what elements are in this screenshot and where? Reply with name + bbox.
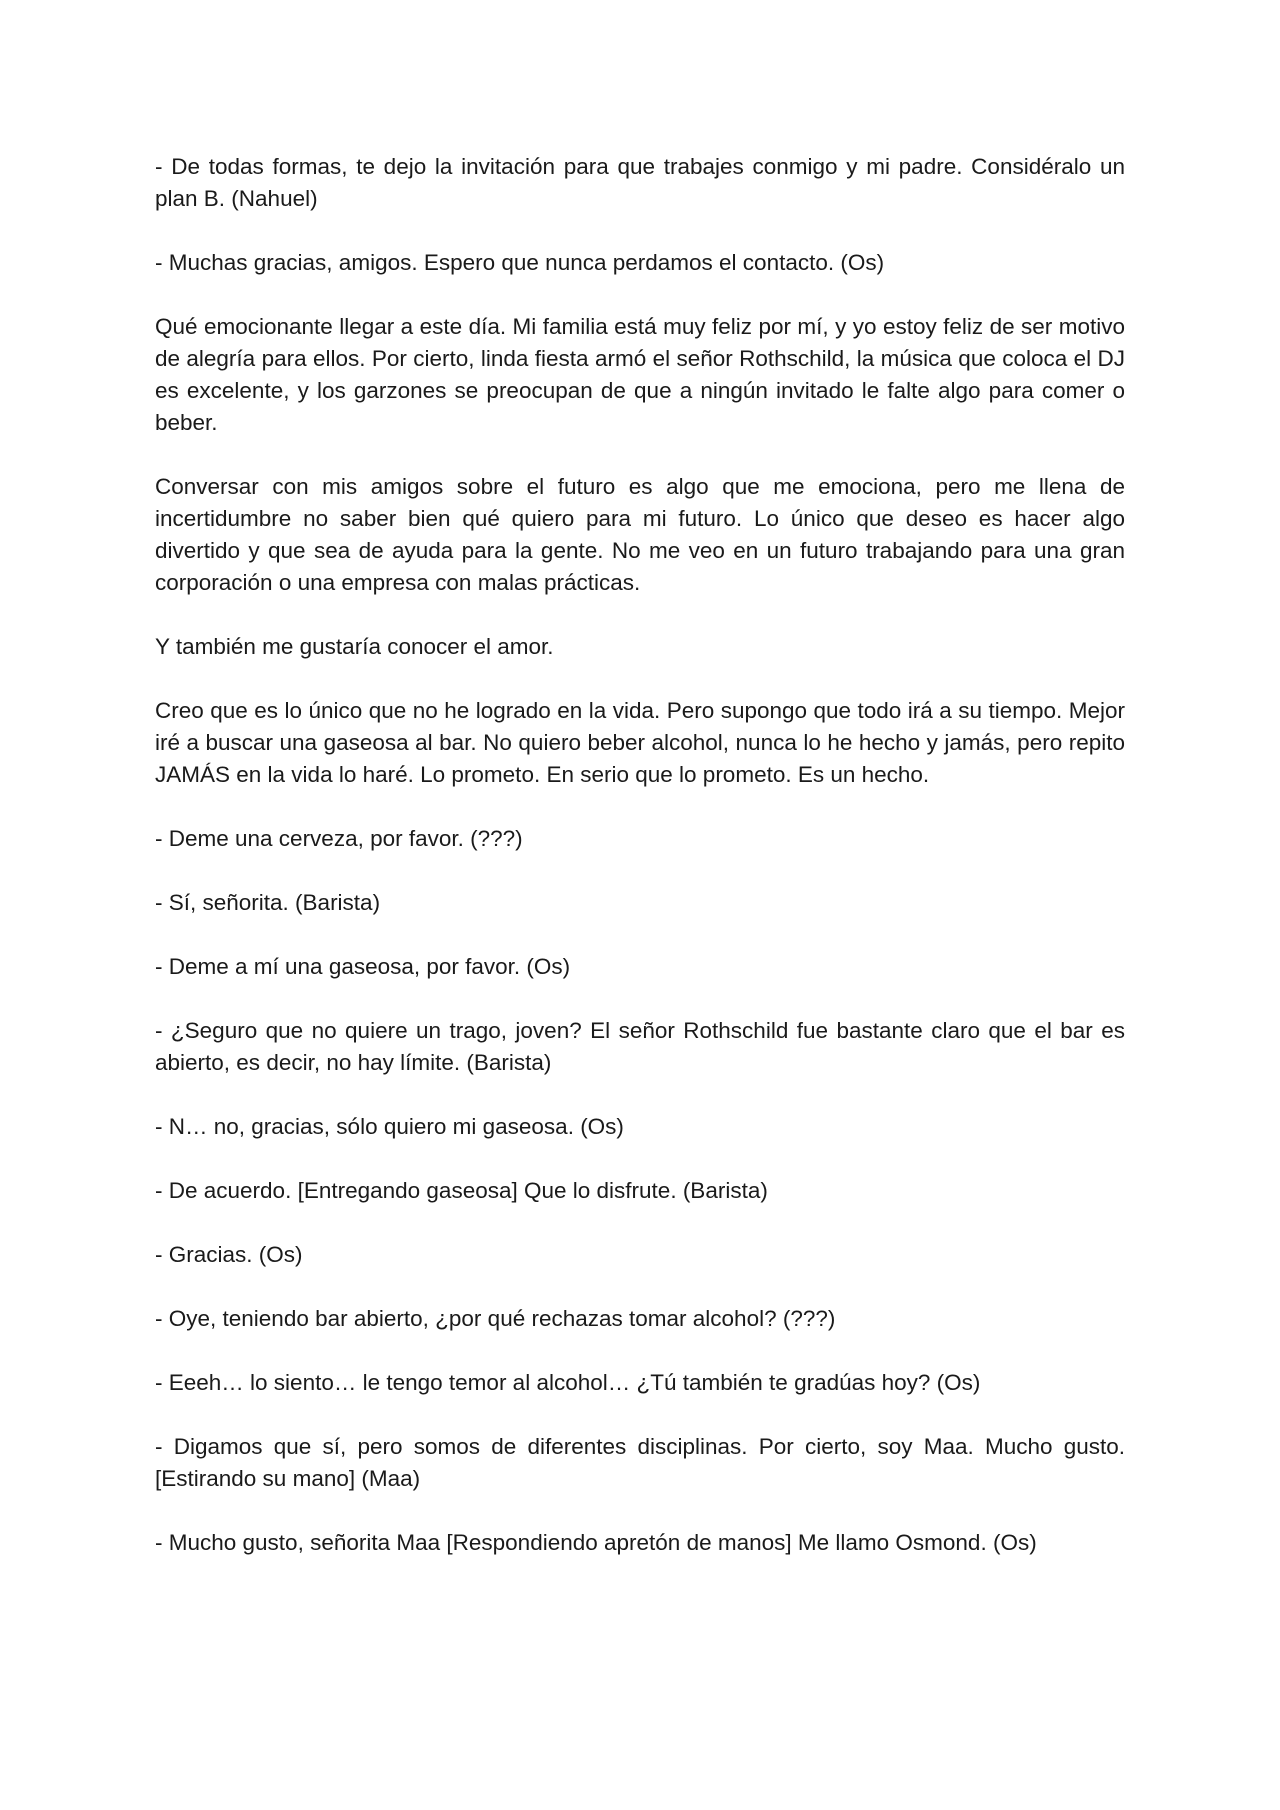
paragraph-narration-future: Conversar con mis amigos sobre el futuro es algo que me emociona, pero me llena de incertidumbre no saber bien qué quiero para mi futuro. Lo único que deseo es hacer algo divertido y que sea de ayuda para la gente. No me veo en un futuro trabajando para una gran corporación o una empresa con malas prácticas.: [155, 474, 1125, 595]
paragraph-dialogue-barista-serve: - De acuerdo. [Entregando gaseosa] Que lo disfrute. (Barista): [155, 1178, 768, 1203]
paragraph-dialogue-question: - Oye, teniendo bar abierto, ¿por qué rechazas tomar alcohol? (???): [155, 1306, 836, 1331]
paragraph-dialogue-barista-yes: - Sí, señorita. (Barista): [155, 890, 381, 915]
paragraph-dialogue-maa-intro: - Digamos que sí, pero somos de diferentes disciplinas. Por cierto, soy Maa. Mucho gusto. [Estirando su mano] (Maa): [155, 1434, 1125, 1491]
paragraph-dialogue-barista-offer: - ¿Seguro que no quiere un trago, joven? El señor Rothschild fue bastante claro que el bar es abierto, es decir, no hay límite. (Barista): [155, 1018, 1125, 1075]
paragraph-narration-love: Y también me gustaría conocer el amor.: [155, 634, 554, 659]
paragraph-nahuel-invitation: - De todas formas, te dejo la invitación para que trabajes conmigo y mi padre. Considéralo un plan B. (Nahuel): [155, 154, 1125, 211]
paragraph-dialogue-soda: - Deme a mí una gaseosa, por favor. (Os): [155, 954, 571, 979]
paragraph-dialogue-os-thanks: - Gracias. (Os): [155, 1242, 303, 1267]
document-body: [155, 151, 1125, 1559]
paragraph-narration-alcohol: Creo que es lo único que no he logrado en la vida. Pero supongo que todo irá a su tiempo. Mejor iré a buscar una gaseosa al bar. No quiero beber alcohol, nunca lo he hecho y jamás, pero repito JAMÁS en la vida lo haré. Lo prometo. En serio que lo prometo. Es un hecho.: [155, 698, 1125, 787]
paragraph-narration-party: Qué emocionante llegar a este día. Mi familia está muy feliz por mí, y yo estoy feliz de ser motivo de alegría para ellos. Por cierto, linda fiesta armó el señor Rothschild, la música que coloca el DJ es excelente, y los garzones se preocupan de que a ningún invitado le falte algo para comer o beber.: [155, 314, 1125, 435]
paragraph-dialogue-os-fear: - Eeeh… lo siento… le tengo temor al alcohol… ¿Tú también te gradúas hoy? (Os): [155, 1370, 981, 1395]
paragraph-os-thanks: - Muchas gracias, amigos. Espero que nunca perdamos el contacto. (Os): [155, 250, 885, 275]
paragraph-dialogue-os-refuse: - N… no, gracias, sólo quiero mi gaseosa. (Os): [155, 1114, 624, 1139]
paragraph-dialogue-osmond-intro: - Mucho gusto, señorita Maa [Respondiendo apretón de manos] Me llamo Osmond. (Os): [155, 1530, 1037, 1555]
paragraph-dialogue-beer: - Deme una cerveza, por favor. (???): [155, 826, 523, 851]
